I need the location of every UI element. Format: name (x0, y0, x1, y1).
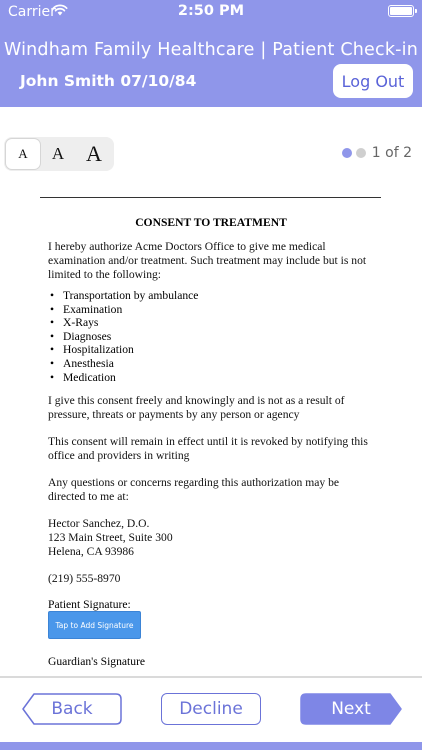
footer-bar (0, 676, 422, 750)
consent-effect-paragraph: This consent will remain in effect until it is revoked by notifying this office and providers in writing (48, 435, 368, 462)
next-button[interactable] (300, 693, 402, 725)
provider-city: Helena, CA 93986 (48, 545, 134, 558)
carrier-label: Carrier (8, 4, 56, 20)
consent-intro: I hereby authorize Acme Doctors Office to give me medical examination and/or treatment. Such treatment may include but is not limited to the following: (48, 240, 367, 281)
clock: 2:50 PM (177, 3, 245, 19)
patient-signature-label: Patient Signature: (48, 598, 131, 611)
provider-street: 123 Main Street, Suite 300 (48, 531, 173, 544)
page-count: 1 of 2 (371, 145, 412, 161)
list-item: • Anesthesia (48, 357, 378, 371)
back-button[interactable] (22, 693, 122, 725)
page-indicator (342, 145, 412, 161)
document-title: CONSENT TO TREATMENT (135, 216, 287, 229)
status-bar (0, 0, 422, 24)
logout-button[interactable]: Log Out (333, 64, 413, 98)
patient-info: John Smith 07/10/84 (20, 72, 197, 90)
consent-free-paragraph: I give this consent freely and knowingly and is not as a result of pressure, threats or payments by any person or agency (48, 394, 345, 421)
provider-phone: (219) 555-8970 (48, 572, 121, 585)
font-size-selector (4, 137, 114, 171)
footer-accent-strip (0, 742, 422, 750)
back-label: Back (51, 699, 93, 719)
guardian-signature-label: Guardian's Signature (48, 655, 146, 668)
decline-button[interactable]: Decline (161, 693, 261, 725)
consent-questions-paragraph: Any questions or concerns regarding this authorization may be directed to me at: (48, 476, 340, 503)
list-item: • Diagnoses (48, 330, 378, 344)
page-dot-1 (342, 148, 352, 158)
app-title: Windham Family Healthcare | Patient Check-in (3, 40, 419, 60)
header-bar (0, 0, 422, 107)
add-signature-button[interactable]: Tap to Add Signature (48, 611, 141, 639)
next-label: Next (331, 699, 371, 719)
list-item: • Transportation by ambulance (48, 289, 378, 303)
document-divider (40, 197, 381, 198)
provider-name: Hector Sanchez, D.O. (48, 517, 150, 530)
page-dot-2 (356, 148, 366, 158)
list-item: • Hospitalization (48, 343, 378, 357)
footer-divider (0, 676, 422, 678)
treatment-list (48, 289, 378, 384)
list-item: • X-Rays (48, 316, 378, 330)
battery-icon (388, 5, 414, 17)
font-size-medium[interactable]: A (51, 144, 65, 163)
font-size-small[interactable]: A (6, 139, 40, 169)
list-item: • Examination (48, 303, 378, 317)
list-item: • Medication (48, 371, 378, 385)
font-size-large[interactable]: A (86, 141, 102, 166)
